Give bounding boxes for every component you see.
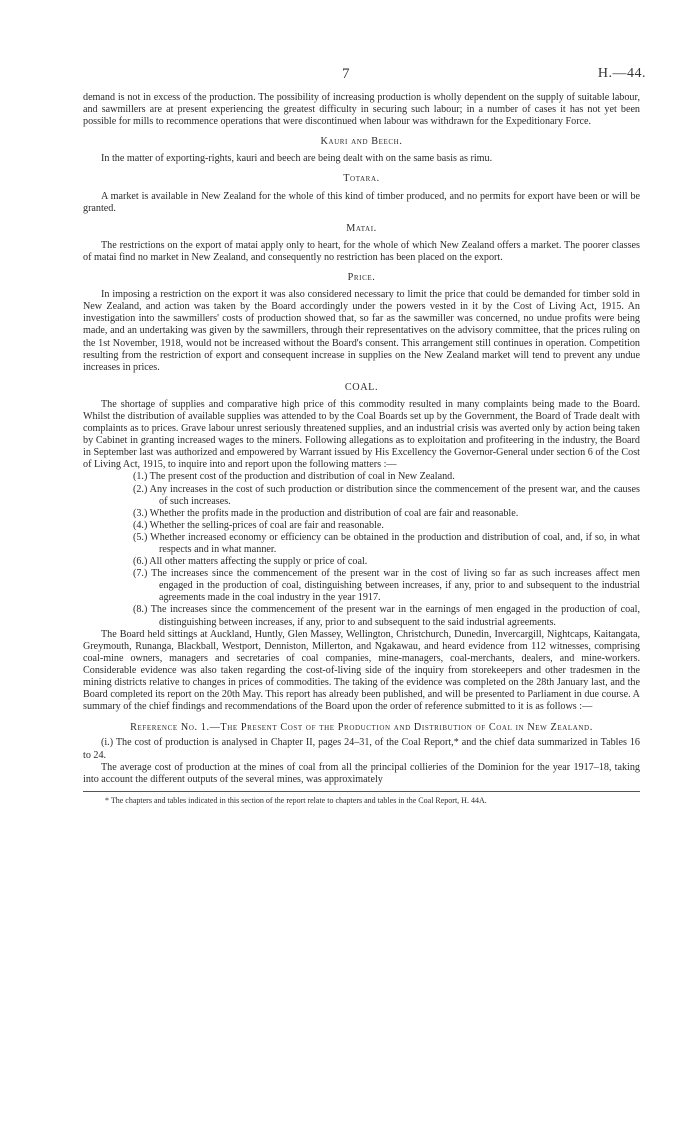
intro-paragraph: demand is not in excess of the production. The possibility of increasing production is wholly dependent on the supply of suitable labour, and sawmillers are at present experiencing the greatest difficulty in securing such labour; in a number of cases it has not yet been possible for mills to recommence operations that were discontinued when labour was withdrawn for the Expeditionary Force. bbox=[83, 92, 640, 128]
heading-matai: Matai. bbox=[346, 222, 377, 234]
price-paragraph: In imposing a restriction on the export it was also considered necessary to limit the price that could be demanded for timber sold in New Zealand, and action was taken by the Board accordingly under the powers vested in it by the Cost of Living Act, 1915. An investigation into the sawmillers' costs of production showed that, so far as the sawmiller was concerned, no undue profits were being made, and an undertaking was given by the sawmillers, through their representatives on the advisory committee, that the prices ruling on the 1st November, 1918, would not be increased without the Board's consent. This arrangement still continues in operation. Competition resulting from the restriction of export and consequent increase in supplies on the New Zealand market will tend to prevent any undue increases in prices. bbox=[83, 289, 640, 373]
heading-reference-1: Reference No. 1.—The Present Cost of the Production and Distribution of Coal in New Zealand. bbox=[130, 722, 593, 734]
page-reference: H.—44. bbox=[597, 66, 646, 81]
heading-price: Price. bbox=[347, 272, 376, 284]
list-item: (1.) The present cost of the production and distribution of coal in New Zealand. bbox=[133, 471, 455, 483]
reference-1-paragraph-1: (i.) The cost of production is analysed in Chapter II, pages 24–31, of the Coal Report,* and the chief data summarized in Tables 16 to 24. bbox=[83, 737, 640, 761]
heading-kauri-beech: Kauri and Beech. bbox=[320, 136, 403, 148]
heading-totara: Totara. bbox=[343, 173, 380, 185]
coal-intro-paragraph: The shortage of supplies and comparative high price of this commodity resulted in many complaints being made to the Board. Whilst the distribution of available supplies was attended to by the Coal Boards set up by the Government, the Board of Trade dealt with complaints as to prices. Grave labour unrest seriously threatened supplies, and an industrial crisis was averted only by action being taken by Cabinet in granting increased wages to the miners. Following allegations as to exploitation and profiteering in the industry, the Board in September last was authorized and empowered by Warrant issued by His Excellency the Governor-General under section 6 of the Cost of Living Act, 1915, to inquire into and report upon the following matters :— bbox=[83, 398, 640, 471]
kauri-paragraph: In the matter of exporting-rights, kauri and beech are being dealt with on the same basis as rimu. bbox=[101, 153, 493, 165]
footnote: * The chapters and tables indicated in this section of the report relate to chapters and tables in the Coal Report, H. 44A. bbox=[105, 795, 487, 805]
list-item: (6.) All other matters affecting the supply or price of coal. bbox=[133, 556, 368, 568]
footnote-divider bbox=[83, 791, 640, 792]
list-item: (4.) Whether the selling-prices of coal are fair and reasonable. bbox=[133, 519, 384, 531]
page-number: 7 bbox=[342, 66, 350, 82]
document-body bbox=[83, 92, 640, 806]
list-item: (7.) The increases since the commencement of the present war in the cost of living so far as such increases affect men engaged in the production of coal, distinguishing between increases, if any, prior to and subsequent to the industrial agreements made in the coal industry in the year 1917. bbox=[133, 568, 640, 604]
heading-coal: COAL. bbox=[344, 381, 379, 393]
coal-sittings-paragraph: The Board held sittings at Auckland, Huntly, Glen Massey, Wellington, Christchurch, Dunedin, Invercargill, Nightcaps, Kaitangata, Greymouth, Runanga, Blackball, Westport, Denniston, Millerton, and Ngakawau, and heard evidence from 112 witnesses, comprising coal-mine owners, managers and secretaries of coal companies, mine-managers, coal-merchants, dealers, and mine-workers. Considerable evidence was also taken regarding the cost-of-living side of the inquiry from storekeepers and other tradesmen in the mining districts relative to changes in prices of commodities. The taking of the evidence was completed on the 28th January last, and the Board completed its report on the 20th May. This report has already been published, and will be presented to Parliament in due course. A summary of the chief findings and recommendations of the Board upon the order of reference submitted to it is as follows :— bbox=[83, 628, 640, 713]
list-item: (8.) The increases since the commencement of the present war in the earnings of men engaged in the production of coal, distinguishing between increases, if any, prior to and subsequent to the said industrial agreements. bbox=[133, 604, 640, 628]
totara-paragraph: A market is available in New Zealand for the whole of this kind of timber produced, and no permits for export have been or will be granted. bbox=[83, 190, 640, 214]
reference-1-paragraph-2: The average cost of production at the mines of coal from all the principal collieries of the Dominion for the year 1917–18, taking into account the different outputs of the several mines, was approximately bbox=[83, 761, 640, 785]
coal-inquiry-list bbox=[83, 471, 640, 628]
matai-paragraph: The restrictions on the export of matai apply only to heart, for the whole of which New Zealand offers a market. The poorer classes of matai find no market in New Zealand, and consequently no restriction has been placed on the export. bbox=[83, 239, 640, 263]
list-item: (3.) Whether the profits made in the production and distribution of coal are fair and reasonable. bbox=[133, 507, 519, 519]
list-item: (5.) Whether increased economy or efficiency can be obtained in the production and distribution of coal, and, if so, in what respects and in what manner. bbox=[133, 531, 640, 555]
list-item: (2.) Any increases in the cost of such production or distribution since the commencement of the present war, and the causes of such increases. bbox=[133, 483, 640, 507]
